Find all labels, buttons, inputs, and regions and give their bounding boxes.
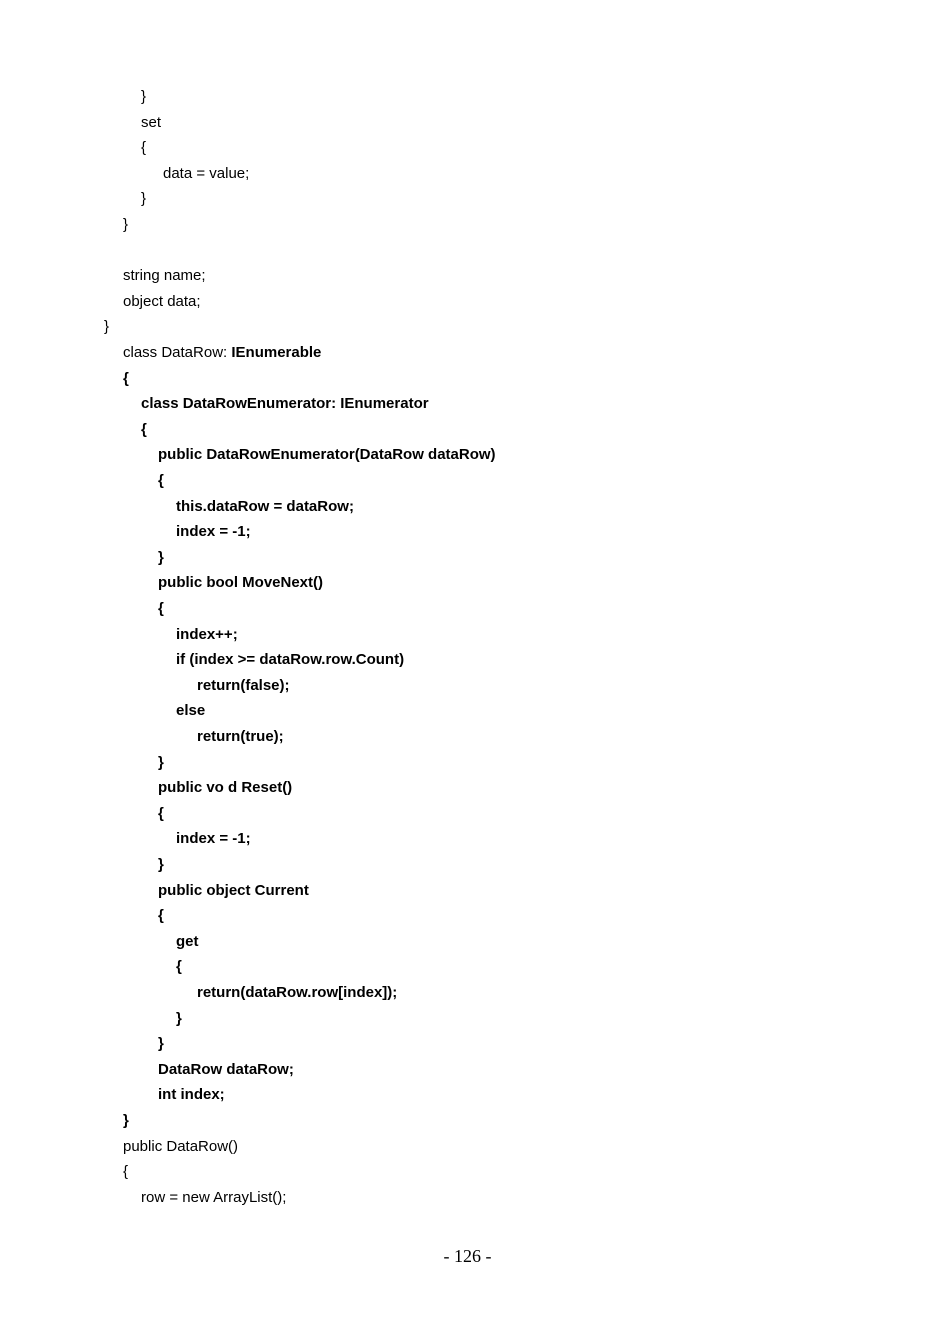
- code-line: }: [158, 753, 164, 771]
- code-line: index = -1;: [176, 523, 251, 541]
- code-line: DataRow dataRow;: [158, 1060, 294, 1078]
- code-line: public bool MoveNext(): [158, 574, 323, 592]
- code-line: this.dataRow = dataRow;: [176, 497, 354, 515]
- page-number: - 126 -: [443, 1246, 492, 1266]
- code-line: public object Current: [158, 881, 309, 899]
- code-line: {: [176, 958, 182, 976]
- code-line: return(false);: [197, 676, 290, 694]
- code-line: public DataRowEnumerator(DataRow dataRow): [158, 446, 496, 464]
- code-line: index++;: [176, 625, 238, 643]
- code-line-bold-part: IEnumerable: [231, 344, 322, 361]
- code-line: return(true);: [197, 728, 284, 745]
- code-line: set: [141, 113, 162, 131]
- code-line: else: [176, 702, 206, 720]
- code-line: return(dataRow.row[index]);: [197, 984, 398, 1001]
- code-line: get: [176, 932, 199, 950]
- code-line: }: [123, 1112, 129, 1129]
- code-line: }: [123, 216, 129, 233]
- code-line: }: [158, 1035, 164, 1053]
- code-line: index = -1;: [176, 830, 251, 848]
- code-line: row = new ArrayList();: [141, 1188, 287, 1206]
- code-line: {: [158, 907, 164, 925]
- code-line: {: [158, 804, 164, 822]
- code-line: }: [141, 88, 147, 105]
- code-line: if (index >= dataRow.row.Count): [176, 651, 405, 669]
- code-line: int index;: [158, 1086, 225, 1104]
- code-line: }: [141, 190, 147, 208]
- code-line: }: [104, 318, 110, 336]
- code-line: object data;: [123, 292, 201, 310]
- code-line: string name;: [123, 267, 206, 285]
- code-line: data = value;: [163, 164, 250, 182]
- code-line: {: [123, 1163, 129, 1181]
- code-line: public vo d Reset(): [158, 779, 293, 797]
- code-line: {: [158, 472, 164, 489]
- code-line: public DataRow(): [123, 1137, 239, 1155]
- code-line: {: [123, 369, 129, 387]
- code-line: {: [141, 420, 147, 438]
- code-line: }: [158, 548, 164, 566]
- code-line: {: [141, 139, 147, 157]
- code-line: {: [158, 600, 164, 617]
- code-line: }: [158, 856, 164, 873]
- code-line: }: [176, 1009, 182, 1027]
- code-line: class DataRowEnumerator: IEnumerator: [141, 395, 429, 413]
- code-line-plain-part: class DataRow:: [123, 344, 232, 361]
- code-line: [123, 342, 321, 364]
